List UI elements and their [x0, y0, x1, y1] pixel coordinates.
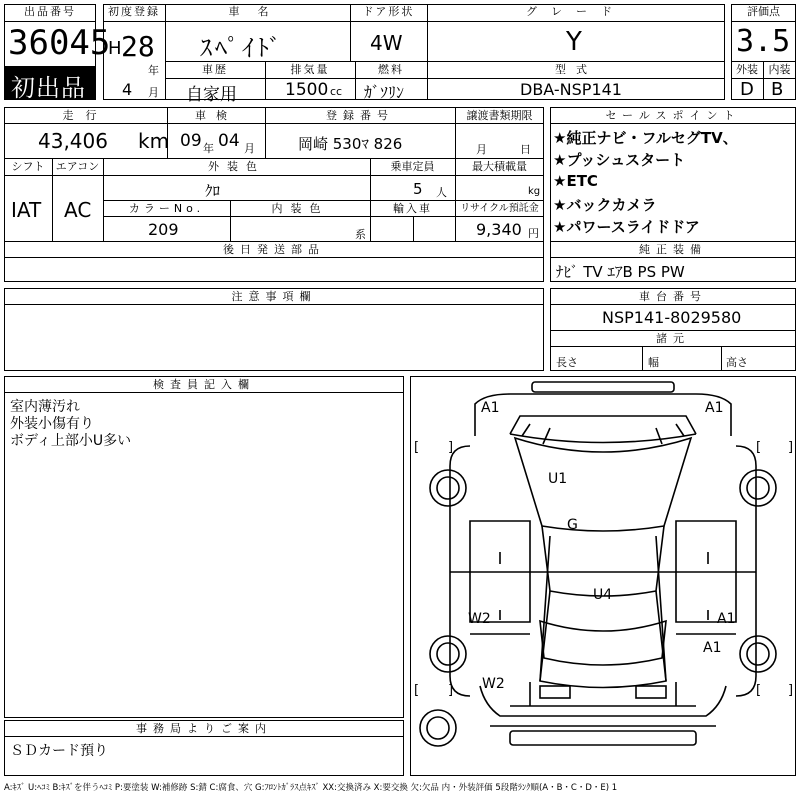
- year-unit: 年: [148, 64, 159, 77]
- plate-number: 岡崎 530ﾏ 826: [298, 135, 403, 153]
- int-grade: B: [771, 79, 784, 100]
- car-diagram: [410, 376, 796, 776]
- reg-month: 4: [122, 80, 133, 99]
- disp-label: 排気量: [290, 63, 330, 76]
- damage-a1-right-rear: A1: [703, 640, 722, 656]
- grade-label: グレード: [526, 5, 626, 18]
- mileage-unit: km: [138, 129, 170, 153]
- transfer-month-unit: 月: [476, 143, 487, 156]
- svg-text:[: [: [756, 440, 762, 455]
- history: 自家用: [186, 85, 237, 105]
- damage-u1-hood: U1: [548, 471, 568, 487]
- mileage-label: 走行: [62, 109, 109, 122]
- width-label: 幅: [648, 356, 659, 369]
- plate-label: 登録番号: [326, 109, 394, 122]
- recycle-fee: 9,340: [476, 220, 522, 239]
- fuel: ｶﾞｿﾘﾝ: [364, 83, 405, 102]
- seats: 5: [413, 180, 423, 198]
- inspection-month-unit: 月: [244, 142, 255, 155]
- sales-point-2: ★プッシュスタート: [553, 151, 686, 169]
- damage-a1-front-right: A1: [705, 400, 724, 416]
- seats-label: 乗車定員: [390, 160, 435, 173]
- sales-point-1: ★純正ナビ・フルセグTV、: [553, 129, 738, 147]
- height-label: 高さ: [726, 356, 748, 369]
- era: H: [108, 38, 122, 59]
- door-label: ドア形状: [362, 5, 415, 18]
- damage-g-windshield: G: [567, 517, 578, 533]
- caution-label: 注意事項欄: [231, 290, 317, 303]
- month-unit: 月: [148, 86, 159, 99]
- transfer-label: 譲渡書類期限: [466, 109, 533, 122]
- score-label: 評価点: [747, 5, 780, 18]
- transfer-day-unit: 日: [520, 143, 531, 156]
- door-type: 4W: [370, 31, 403, 55]
- office-note: ＳＤカード預り: [10, 743, 108, 759]
- ac-label: エアコン: [55, 160, 100, 173]
- length-label: 長さ: [556, 356, 578, 369]
- equipment: ﾅﾋﾞ TV ｴｱB PS PW: [556, 263, 685, 281]
- score: 3.5: [736, 24, 791, 59]
- damage-w2-rear: W2: [482, 676, 505, 692]
- later-parts-label: 後日発送部品: [223, 243, 325, 256]
- fuel-label: 燃料: [378, 63, 404, 76]
- lot-label: 出品番号: [24, 5, 76, 18]
- inspector-label: 検査員記入欄: [153, 378, 255, 391]
- first-listing-text: 初出品: [11, 74, 86, 102]
- svg-text:]: ]: [788, 440, 794, 455]
- ext-label: 外装: [736, 63, 758, 76]
- recycle-unit: 円: [528, 227, 539, 240]
- reg-year: 28: [121, 30, 155, 63]
- model-label: 型式: [555, 63, 597, 76]
- seats-unit: 人: [436, 186, 447, 199]
- svg-text:]: ]: [788, 683, 794, 698]
- chassis-number: NSP141-8029580: [602, 308, 742, 327]
- name-label: 車名: [228, 5, 287, 18]
- car-name: ｽﾍﾟｲﾄﾞ: [200, 34, 284, 62]
- sales-point-3: ★ETC: [553, 172, 598, 190]
- inspector-note-3: ボディ上部小U多い: [10, 433, 132, 449]
- svg-text:[: [: [414, 440, 420, 455]
- office-label: 事務局よりご案内: [136, 722, 272, 735]
- intcolor-label: 内装色: [271, 202, 329, 215]
- chassis-label: 車台番号: [639, 290, 707, 303]
- spec-label: 諸元: [656, 332, 690, 345]
- shift-label: シフト: [11, 160, 45, 173]
- damage-a1-front-left: A1: [481, 400, 500, 416]
- inspection-year: 09: [180, 131, 202, 151]
- svg-text:[: [: [414, 683, 420, 698]
- shift: IAT: [11, 198, 42, 222]
- model-code: DBA-NSP141: [520, 80, 622, 99]
- import-label: 輸入車: [393, 202, 432, 215]
- ext-grade: D: [740, 79, 754, 100]
- legend: A:ｷｽﾞ U:ﾍｺﾐ B:ｷｽﾞを伴うﾍｺﾐ P:要塗装 W:補修跡 S:錆 C:腐食、穴 G:ﾌﾛﾝﾄｶﾞﾗｽ点ｷｽﾞ XX:交換済み X:要交換 欠:欠品 内・外装評価 5段階ﾗﾝｸ順(A・B・C・D・E) 1: [4, 783, 618, 793]
- sales-label: セールスポイント: [605, 109, 741, 122]
- svg-text:[: [: [756, 683, 762, 698]
- color-label: 外装色: [208, 160, 265, 173]
- inspection-year-unit: 年: [203, 142, 214, 155]
- int-label: 内装: [768, 63, 791, 76]
- lot-number: 36045: [8, 23, 111, 63]
- damage-a1-right-door: A1: [717, 611, 736, 627]
- damage-u4-roof: U4: [593, 587, 613, 603]
- ac: AC: [64, 198, 92, 222]
- disp-unit: cc: [330, 85, 343, 98]
- load-unit: kg: [528, 186, 541, 197]
- inspector-note-1: 室内薄汚れ: [10, 399, 80, 415]
- svg-text:]: ]: [448, 440, 454, 455]
- svg-text:]: ]: [448, 683, 454, 698]
- recycle-label: リサイクル預託金: [460, 203, 539, 214]
- displacement: 1500: [285, 80, 329, 100]
- equip-label: 純正装備: [639, 243, 707, 256]
- damage-w2-left: W2: [468, 611, 491, 627]
- inspection-month: 04: [218, 131, 240, 151]
- intcolor-unit: 系: [355, 228, 366, 241]
- sales-point-4: ★バックカメラ: [553, 196, 657, 214]
- grade: Y: [566, 27, 582, 57]
- exterior-color: ｸﾛ: [205, 182, 221, 200]
- sales-point-5: ★パワースライドドア: [553, 218, 700, 236]
- inspection-label: 車検: [195, 109, 237, 122]
- history-label: 車歴: [202, 63, 228, 76]
- mileage: 43,406: [38, 129, 108, 153]
- color-number: 209: [148, 220, 179, 239]
- inspector-note-2: 外装小傷有り: [10, 416, 94, 432]
- reg-label: 初度登録: [108, 5, 160, 18]
- load-label: 最大積載量: [472, 160, 527, 173]
- colorno-label: カラーNo.: [128, 202, 205, 215]
